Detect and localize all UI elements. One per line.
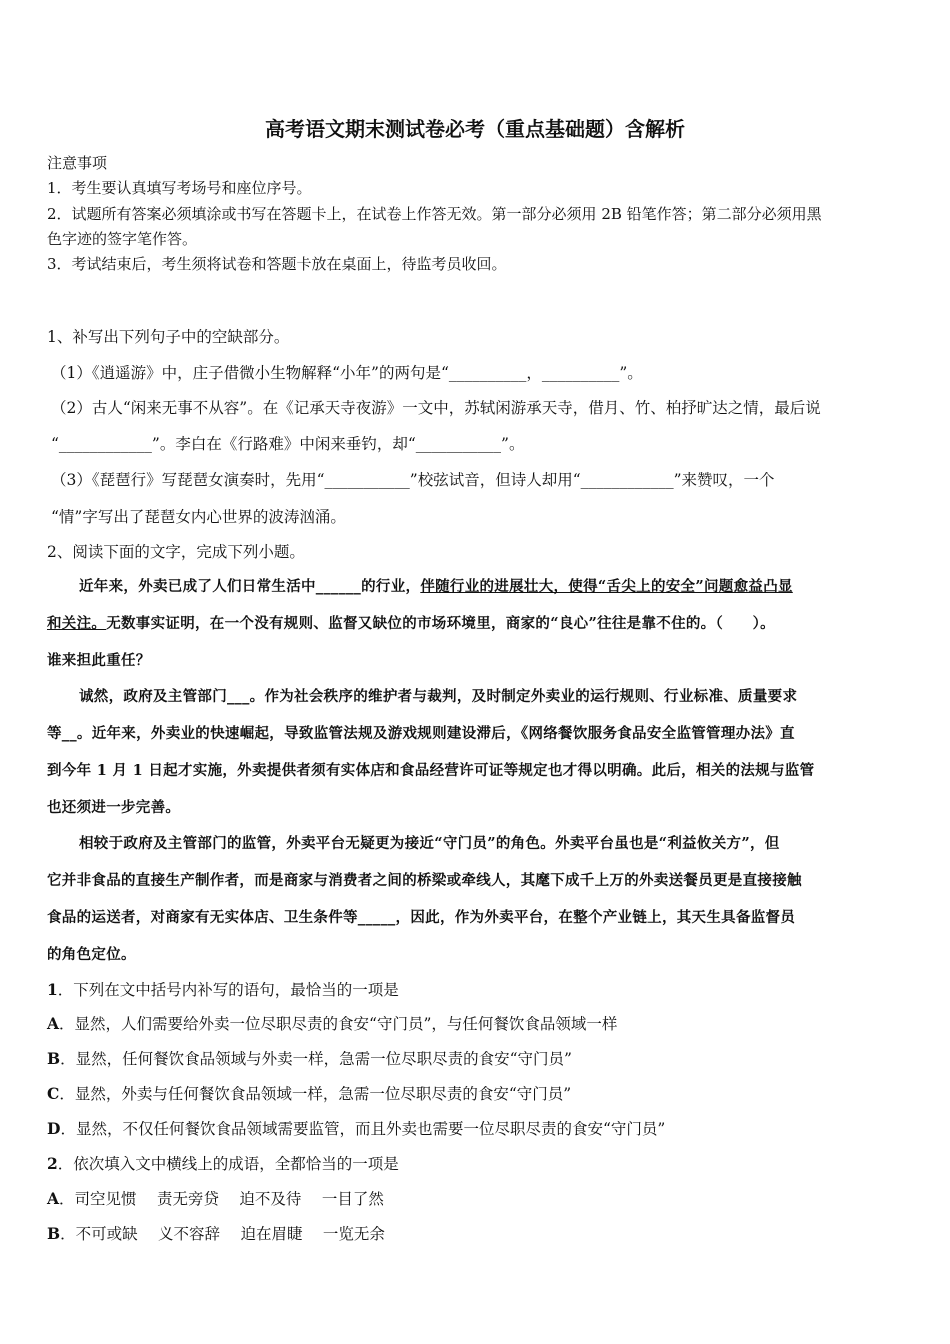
passage-line: 诚然，政府及主管部门___。作为社会秩序的维护者与裁判，及时制定外卖业的运行规则、行业标准、质量要求: [79, 688, 798, 705]
subquestion-text: ．依次填入文中横线上的成语，全都恰当的一项是: [57, 1155, 399, 1173]
q1-stem: 1、补写出下列句子中的空缺部分。: [47, 328, 290, 346]
passage-line: 谁来担此重任？: [47, 652, 151, 669]
subquestion-stem: [47, 1154, 905, 1174]
passage-text: 无数事实证明，在一个没有规则、监督又缺位的市场环境里，商家的“良心”往往是靠不住的。（ ）。: [106, 615, 775, 632]
passage-line: 食品的运送者，对商家有无实体店、卫生条件等_____，因此，作为外卖平台，在整个产业链上，其天生具备监督员: [47, 909, 796, 926]
passage-line: 的角色定位。: [47, 946, 136, 963]
notice-item: 1．考生要认真填写考场号和座位序号。: [47, 179, 312, 197]
passage-line: [47, 614, 905, 634]
passage-line: 它并非食品的直接生产制作者，而是商家与消费者之间的桥梁或牵线人，其麾下成千上万的外卖送餐员更是直接接触: [47, 872, 802, 889]
option-letter: A: [47, 1014, 60, 1033]
subquestion-number: 2: [47, 1154, 58, 1173]
q1-line: “情”字写出了琵琶女内心世界的波涛汹涌。: [51, 508, 346, 526]
option-text: ．显然，人们需要给外卖一位尽职尽责的食安“守门员”，与任何餐饮食品领域一样: [59, 1015, 618, 1033]
option-c: [47, 1084, 905, 1104]
notice-item: 2．试题所有答案必须填涂或书写在答题卡上，在试卷上作答无效。第一部分必须用 2B 铅笔作答；第二部分必须用黑: [47, 205, 822, 223]
option-letter: C: [47, 1084, 60, 1103]
subquestion-number: 1: [47, 980, 58, 999]
option-text: ．司空见惯 责无旁贷 迫不及待 一目了然: [59, 1190, 384, 1208]
passage-line: 到今年 1 月 1 日起才实施，外卖提供者须有实体店和食品经营许可证等规定也才得以明确。此后，相关的法规与监管: [47, 762, 815, 779]
q1-line: （1）《逍遥游》中，庄子借微小生物解释“小年”的两句是“__________，__________”。: [51, 364, 643, 382]
option-text: ．显然，不仅任何餐饮食品领域需要监管，而且外卖也需要一位尽职尽责的食安“守门员”: [60, 1120, 666, 1138]
passage-line: 也还须进一步完善。: [47, 799, 181, 816]
option-a: [47, 1189, 905, 1209]
underlined-sentence: 和关注。: [47, 615, 107, 632]
option-text: ．显然，外卖与任何餐饮食品领域一样，急需一位尽职尽责的食安“守门员”: [59, 1085, 572, 1103]
notice-item: 色字迹的签字笔作答。: [47, 230, 198, 248]
option-letter: B: [47, 1224, 61, 1243]
option-b: [47, 1049, 905, 1069]
passage-text: 近年来，外卖已成了人们日常生活中______的行业，: [79, 578, 421, 595]
passage-line: 等__。近年来，外卖业的快速崛起，导致监管法规及游戏规则建设滞后，《网络餐饮服务食品安全监管管理办法》直: [47, 725, 795, 742]
notice-item: 3．考试结束后，考生须将试卷和答题卡放在桌面上，待监考员收回。: [47, 255, 507, 273]
subquestion-stem: [47, 980, 905, 1000]
option-letter: B: [47, 1049, 61, 1068]
option-text: ．不可或缺 义不容辞 迫在眉睫 一览无余: [60, 1225, 385, 1243]
passage-line: 相较于政府及主管部门的监管，外卖平台无疑更为接近“守门员”的角色。外卖平台虽也是“利益攸关方”，但: [79, 835, 780, 852]
option-letter: D: [47, 1119, 61, 1138]
passage-line: [79, 577, 905, 597]
notice-heading: 注意事项: [47, 154, 108, 172]
q2-stem: 2、阅读下面的文字，完成下列小题。: [47, 543, 305, 561]
q1-line: （2）古人“闲来无事不从容”。在《记承天寺夜游》一文中，苏轼闲游承天寺，借月、竹、柏抒旷达之情，最后说: [51, 399, 821, 417]
subquestion-text: ．下列在文中括号内补写的语句，最恰当的一项是: [57, 981, 399, 999]
option-d: [47, 1119, 905, 1139]
option-a: [47, 1014, 905, 1034]
option-text: ．显然，任何餐饮食品领域与外卖一样，急需一位尽职尽责的食安“守门员”: [60, 1050, 572, 1068]
option-b: [47, 1224, 905, 1244]
q1-line: “____________”。李白在《行路难》中闲来垂钓，却“___________”。: [51, 435, 525, 453]
q1-line: （3）《琵琶行》写琵琶女演奏时，先用“___________”校弦试音，但诗人却用“____________”来赞叹，一个: [51, 471, 775, 489]
underlined-sentence: 伴随行业的进展壮大，使得“舌尖上的安全”问题愈益凸显: [420, 578, 793, 595]
page-title: 高考语文期末测试卷必考（重点基础题）含解析: [265, 117, 685, 141]
option-letter: A: [47, 1189, 60, 1208]
